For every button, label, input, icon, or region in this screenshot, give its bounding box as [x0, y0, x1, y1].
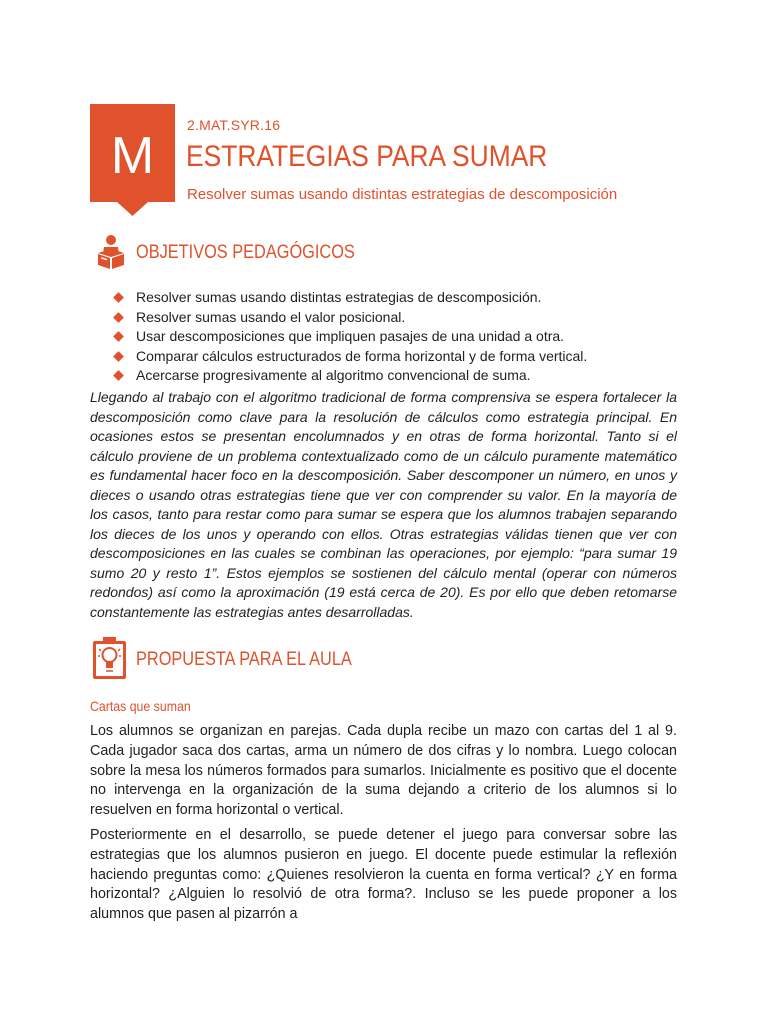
lesson-code: 2.MAT.SYR.16 — [187, 117, 281, 133]
list-item: Acercarse progresivamente al algoritmo convencional de suma. — [112, 366, 587, 386]
page-subtitle: Resolver sumas usando distintas estrategias de descomposición — [187, 186, 618, 203]
diamond-bullet-icon — [113, 370, 124, 381]
list-item: Usar descomposiciones que impliquen pasajes de una unidad a otra. — [112, 327, 587, 347]
proposal-heading: PROPUESTA PARA EL AULA — [136, 649, 352, 670]
subject-badge — [90, 104, 175, 216]
objectives-heading: OBJETIVOS PEDAGÓGICOS — [136, 242, 355, 263]
lightbulb-icon — [93, 637, 126, 684]
diamond-bullet-icon — [113, 351, 124, 362]
diamond-bullet-icon — [113, 331, 124, 342]
page-title: ESTRATEGIAS PARA SUMAR — [186, 140, 548, 173]
diamond-bullet-icon — [113, 312, 124, 323]
activity-paragraph-1: Los alumnos se organizan en parejas. Cada dupla recibe un mazo con cartas del 1 al 9. Cada jugador saca dos cartas, arma un número de dos cifras y lo nombra. Luego colocan sobre la mesa los números formados para sumarlos. Inicialmente es positivo que el docente no intervenga en la organización de la suma dejando a criterio de los alumnos si lo resuelven en forma horizontal o vertical. — [90, 723, 677, 819]
teacher-podium-icon — [94, 234, 128, 275]
activity-paragraph-2: Posteriormente en el desarrollo, se puede detener el juego para conversar sobre las estrategias que los alumnos pusieron en juego. El docente puede estimular la reflexión haciendo preguntas como: ¿Quienes resolvieron la cuenta en forma vertical? ¿Y en forma horizontal? ¿Alguien lo resolvió de otra forma?. Incluso se les puede proponer a los alumnos que pasen al pizarrón a — [90, 827, 677, 923]
list-item: Resolver sumas usando distintas estrategias de descomposición. — [112, 288, 587, 308]
list-item: Comparar cálculos estructurados de forma horizontal y de forma vertical. — [112, 347, 587, 367]
list-item: Resolver sumas usando el valor posicional. — [112, 308, 587, 328]
objectives-paragraph: Llegando al trabajo con el algoritmo tradicional de forma comprensiva se espera fortalecer la descomposición como clave para la resolución de cálculos como estrategia principal. En ocasiones estos se presentan encolumnados y en otras de forma horizontal. Tanto si el cálculo proviene de un problema contextualizado como de un cálculo puramente matemático es fundamental hacer foco en la descomposición. Saber descomponer un número, en unos y dieces o usando otras estrategias tiene que ver con comprender su valor. En la mayoría de los casos, tanto para restar como para sumar se espera que los alumnos trabajen separando los dieces de los unos y operando con ellos. Otras estrategias válidas tienen que ver con descomposiciones en las cuales se combinan las operaciones, por ejemplo: “para sumar 19 sumo 20 y resto 1”. Estos ejemplos se sostienen del cálculo mental (operar con números redondos) así como la aproximación (19 está cerca de 20). Es por ello que deben retomarse constantemente las estrategias antes desarrolladas. — [90, 389, 677, 620]
objectives-list — [112, 288, 587, 386]
diamond-bullet-icon — [113, 292, 124, 303]
badge-letter: M — [110, 127, 155, 185]
activity-title: Cartas que suman — [90, 698, 191, 714]
